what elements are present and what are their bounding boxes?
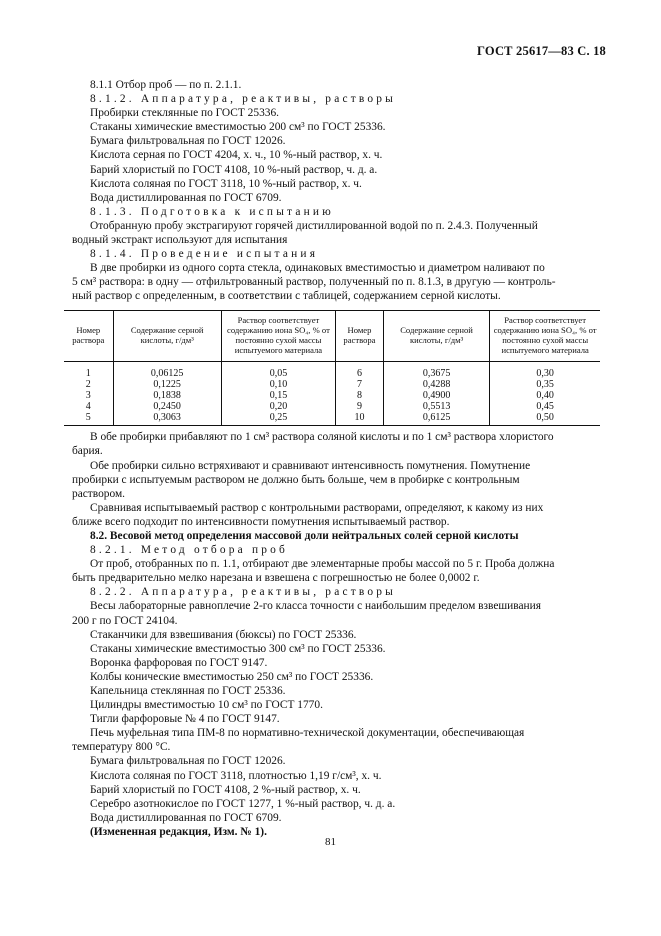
line-weighing-bottles: Стаканчики для взвешивания (бюксы) по ГОСТ 25336. bbox=[90, 628, 357, 641]
table-cell: 0,15 bbox=[221, 390, 335, 401]
para-procedure-line-1: В две пробирки из одного сорта стекла, одинаковых вместимостью и диаметром наливают по bbox=[90, 262, 545, 275]
table-header-acid: Содержание серной кислоты, г/дм³ bbox=[113, 310, 221, 362]
para-add-line-1: В обе пробирки прибавляют по 1 см³ раствора соляной кислоты и по 1 см³ раствора хлористого bbox=[90, 431, 554, 444]
para-shake bbox=[72, 459, 600, 501]
para-scales bbox=[72, 599, 600, 627]
line-sulfuric-acid: Кислота серная по ГОСТ 4204, х. ч., 10 %-ный раствор, х. ч. bbox=[90, 149, 383, 162]
para-shake-line-1: Обе пробирки сильно встряхивают и сравнивают интенсивность помутнения. Помутнение bbox=[90, 459, 531, 472]
table-header-row bbox=[64, 310, 600, 362]
table-row bbox=[64, 401, 600, 412]
table-cell: 0,20 bbox=[221, 401, 335, 412]
para-furnace-line-1: Печь муфельная типа ПМ-8 по нормативно-технической документации, обеспечивающая bbox=[90, 727, 525, 740]
line-813: 8.1.3. Подготовка к испытанию bbox=[90, 205, 334, 218]
line-814: 8.1.4. Проведение испытания bbox=[90, 248, 319, 261]
block-apparatus bbox=[90, 628, 600, 727]
table-row bbox=[64, 412, 600, 426]
line-flasks: Колбы конические вместимостью 250 см³ по ГОСТ 25336. bbox=[90, 670, 374, 683]
line-cylinders: Цилиндры вместимостью 10 см³ по ГОСТ 1770. bbox=[90, 699, 323, 712]
table-header-number-2: Номер раствора bbox=[336, 310, 384, 362]
line-hcl-density: Кислота соляная по ГОСТ 3118, плотностью 1,19 г/см³, х. ч. bbox=[90, 769, 382, 782]
table-cell: 6 bbox=[336, 362, 384, 380]
table-cell: 0,45 bbox=[490, 401, 600, 412]
table-cell: 2 bbox=[85, 379, 91, 391]
para-procedure-line-3: ный раствор с определенным, в соответствии с таблицей, содержанием серной кислоты. bbox=[72, 290, 501, 303]
line-crucibles: Тигли фарфоровые № 4 по ГОСТ 9147. bbox=[90, 713, 280, 726]
table-cell: 0,35 bbox=[490, 379, 600, 390]
para-extract-line-2: водный экстракт используют для испытания bbox=[72, 234, 288, 247]
table-cell: 7 bbox=[336, 379, 384, 390]
line-811: 8.1.1 Отбор проб — по п. 2.1.1. bbox=[90, 79, 242, 91]
line-barium-chloride: Барий хлористый по ГОСТ 4108, 10 %-ный раствор, ч. д. а. bbox=[90, 163, 378, 176]
block-811-813 bbox=[90, 78, 600, 219]
line-beakers-300: Стаканы химические вместимостью 300 см³ по ГОСТ 25336. bbox=[90, 642, 386, 655]
table-cell: 0,4900 bbox=[383, 390, 489, 401]
line-filter-paper-2: Бумага фильтровальная по ГОСТ 12026. bbox=[90, 755, 286, 768]
table-header-sulfate: Раствор соответствует содержанию иона SO₄, % от постоянно сухой массы испытуемого материала bbox=[221, 310, 335, 362]
page-header: ГОСТ 25617—83 С. 18 bbox=[477, 44, 606, 58]
table-cell: 5 bbox=[64, 412, 113, 426]
table-row bbox=[64, 379, 600, 390]
para-shake-line-3: раствором. bbox=[72, 487, 126, 500]
line-hydrochloric-acid: Кислота соляная по ГОСТ 3118, 10 %-ный раствор, х. ч. bbox=[90, 177, 362, 190]
line-822: 8.2.2. Аппаратура, реактивы, растворы bbox=[90, 586, 397, 599]
para-add-line-2: бария. bbox=[72, 445, 103, 458]
para-shake-line-2: пробирки с испытуемым раствором не должно быть больше, чем в пробирке с контрольным bbox=[72, 473, 520, 486]
table-cell: 0,1225 bbox=[113, 379, 221, 390]
table-row bbox=[64, 362, 600, 380]
para-add bbox=[72, 430, 600, 458]
table-cell: 0,05 bbox=[221, 362, 335, 380]
line-silver-nitrate: Серебро азотнокислое по ГОСТ 1277, 1 %-ный раствор, ч. д. а. bbox=[90, 797, 396, 810]
para-compare bbox=[72, 501, 600, 529]
table-header-sulfate-2: Раствор соответствует содержанию иона SO₄, % от постоянно сухой массы испытуемого материала bbox=[490, 310, 600, 362]
para-furnace bbox=[72, 726, 600, 754]
table-cell: 0,1838 bbox=[113, 390, 221, 401]
para-compare-line-2: ближе всего подходит по интенсивности помутнения испытываемый раствор. bbox=[72, 515, 450, 528]
page-number: 81 bbox=[325, 836, 336, 848]
line-water-2: Вода дистиллированная по ГОСТ 6709. bbox=[90, 811, 282, 824]
table-cell: 0,25 bbox=[221, 412, 335, 426]
table-cell: 0,3675 bbox=[383, 362, 489, 380]
line-tubes: Пробирки стеклянные по ГОСТ 25336. bbox=[90, 107, 280, 120]
para-sampling-line-1: От проб, отобранных по п. 1.1, отбирают две элементарные пробы массой по 5 г. Проба должна bbox=[90, 558, 555, 571]
revision-note: (Измененная редакция, Изм. № 1). bbox=[90, 825, 267, 838]
table-cell: 3 bbox=[85, 390, 91, 402]
table-cell: 0,10 bbox=[221, 379, 335, 390]
line-filter-paper: Бумага фильтровальная по ГОСТ 12026. bbox=[90, 135, 286, 148]
table-cell: 0,30 bbox=[490, 362, 600, 380]
table-cell: 4 bbox=[85, 401, 91, 413]
table-cell: 0,2450 bbox=[113, 401, 221, 412]
para-sampling bbox=[72, 557, 600, 585]
line-821: 8.2.1. Метод отбора проб bbox=[90, 544, 289, 557]
line-funnel: Воронка фарфоровая по ГОСТ 9147. bbox=[90, 656, 268, 669]
table-cell: 1 bbox=[85, 368, 91, 380]
table-row bbox=[64, 390, 600, 401]
table-cell: 8 bbox=[336, 390, 384, 401]
table-cell: 0,50 bbox=[490, 412, 600, 426]
table-cell: 10 bbox=[336, 412, 384, 426]
table-cell: 0,4288 bbox=[383, 379, 489, 390]
line-water: Вода дистиллированная по ГОСТ 6709. bbox=[90, 191, 282, 204]
para-compare-line-1: Сравнивая испытываемый раствор с контрольными растворами, определяют, к какому из них bbox=[90, 501, 544, 514]
table-header-acid-2: Содержание серной кислоты, г/дм³ bbox=[383, 310, 489, 362]
line-dropper: Капельница стеклянная по ГОСТ 25336. bbox=[90, 685, 286, 697]
line-barium-chloride-2: Барий хлористый по ГОСТ 4108, 2 %-ный раствор, х. ч. bbox=[90, 783, 361, 796]
page-content bbox=[72, 78, 600, 839]
para-procedure-line-2: 5 см³ раствора: в одну — отфильтрованный раствор, полученный по п. 8.1.3, в другую — контроль- bbox=[72, 276, 556, 289]
line-812: 8.1.2. Аппаратура, реактивы, растворы bbox=[90, 93, 397, 106]
table-header-number: Номер раствора bbox=[64, 310, 113, 362]
line-beakers-200: Стаканы химические вместимостью 200 см³ по ГОСТ 25336. bbox=[90, 121, 386, 134]
para-scales-line-1: Весы лабораторные равноплечие 2-го класса точности с наибольшим пределом взвешивания bbox=[90, 600, 541, 613]
table-cell: 0,40 bbox=[490, 390, 600, 401]
para-extract bbox=[72, 219, 600, 247]
table-cell: 0,3063 bbox=[113, 412, 221, 426]
table-cell: 0,6125 bbox=[383, 412, 489, 426]
table-cell: 9 bbox=[336, 401, 384, 412]
sulfate-table bbox=[64, 310, 600, 427]
para-extract-line-1: Отобранную пробу экстрагируют горячей дистиллированной водой по п. 2.4.3. Полученный bbox=[90, 219, 538, 232]
para-procedure bbox=[72, 261, 600, 303]
table-cell: 0,06125 bbox=[113, 362, 221, 380]
block-reagents bbox=[90, 754, 600, 824]
para-furnace-line-2: температуру 800 °С. bbox=[72, 741, 171, 754]
para-scales-line-2: 200 г по ГОСТ 24104. bbox=[72, 614, 178, 627]
section-82-heading: 8.2. Весовой метод определения массовой доли нейтральных солей серной кислоты bbox=[90, 529, 519, 542]
table-cell: 0,5513 bbox=[383, 401, 489, 412]
para-sampling-line-2: быть предварительно мелко нарезана и взвешена с погрешностью не более 0,0002 г. bbox=[72, 572, 480, 585]
